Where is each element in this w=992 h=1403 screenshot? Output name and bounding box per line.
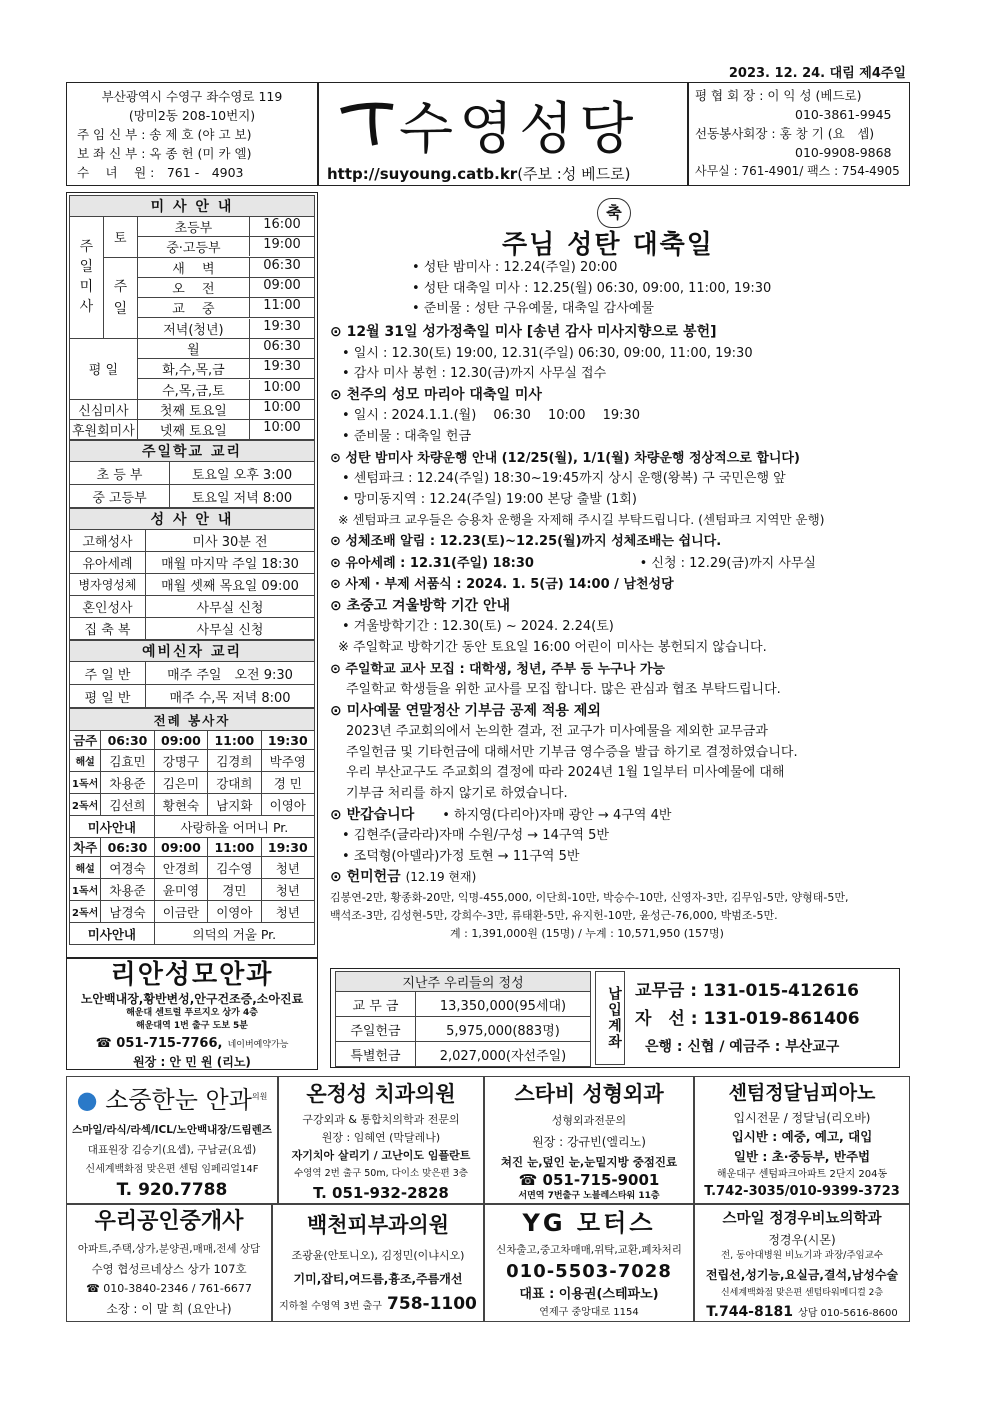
donation-total: 계 : 1,391,000원 (15명) / 누계 : 10,571,950 (157명) [450,927,724,941]
ad-line: 아파트,주택,상가,분양권,매매,전세 상담 [77,1243,261,1255]
main-content [322,192,910,964]
notice-item: 주일학교 학생들을 위한 교사를 모집 합니다. 많은 관심과 협조 부탁드립니다. [346,682,781,698]
ad-phone: T. 051-932-2828 [313,1184,449,1202]
ad-name: 스타비 성형외과 [514,1082,664,1106]
role-label: 2독서 [70,901,101,923]
ad-line: 입시반 : 예중, 예고, 대입 [731,1129,873,1144]
server-name: 윤미영 [154,879,207,901]
notice-heading: ⊙ 천주의 성모 마리아 대축일 미사 [330,386,542,403]
ad-name: 센텀정달님피아노 [728,1082,876,1104]
week-label: 금주 [70,731,101,750]
mass-row: 중·고등부 19:00 [137,237,314,257]
notice-item: • 조덕형(아델라)가정 토현 → 11구역 5반 [342,848,580,864]
server-name: 청년 [261,879,314,901]
ad-line: 대표원장 김승기(요셉), 구남균(요셉) [87,1144,257,1156]
notice-heading: ⊙ 성탄 밤미사 차량운행 안내 (12/25(월), 1/1(월) 차량운행 정상적으로 합니다) [330,450,800,466]
ss-time: 토요일 오후 3:00 [170,462,315,485]
server-name: 김효민 [101,750,154,772]
offering-amount: 13,350,000(95세대) [416,992,591,1017]
mass-row: 월 06:30 [137,338,314,358]
catechumen-table [69,640,315,708]
assistant-pastor: 보 좌 신 부 : 옥 종 헌 (미 카 엘) [77,146,252,161]
main-title: 주님 성탄 대축일 [502,230,714,260]
ad-line: 조광윤(안토니오), 김정민(이냐시오) [291,1249,465,1262]
ad-line: 지하철 수영역 3번 출구 [279,1301,382,1312]
ad-line: 전립선,성기능,요실금,결석,남성수술 [705,1268,899,1282]
notice-item: • 하지영(다리아)자매 광안 → 4구역 4반 [442,807,672,823]
offering-table [335,971,591,1067]
ad-line: 수영역 2번 출구 50m, 다이소 맞은편 3층 [294,1168,468,1179]
ad-lian-eye-clinic [66,958,318,1070]
sacrament-info: 매월 마지막 주일 18:30 [146,552,315,574]
ad-phone: T. 920.7788 [116,1180,228,1200]
notice-heading: ⊙ 헌미헌금 [330,869,401,886]
guide-group: 의덕의 거울 Pr. [154,923,314,945]
notice-item: • 일시 : 12.30(토) 19:00, 12.31(주일) 06:30, 09:00, 11:00, 19:30 [342,345,753,361]
ad-centum-piano [694,1076,910,1204]
ad-baekcheon-dermatology [272,1204,484,1322]
notice-heading: ⊙ 사제 · 부제 서품식 : 2024. 1. 5(금) 14:00 / 남천성당 [330,577,674,593]
sacrament-label: 혼인성사 [70,596,146,618]
logo-box [318,82,688,186]
server-name: 이영아 [261,794,314,816]
notice-heading: ⊙ 반갑습니다 [330,806,415,823]
ad-line: 쳐진 눈,덮인 눈,눈밑지방 중점진료 [500,1155,678,1169]
ad-line: 대표 : 이용권(스테파노) [519,1287,659,1302]
council-president: 평 협 회 장 : 이 익 성 (베드로) [695,88,862,103]
server-name: 청년 [261,857,314,879]
role-label: 2독서 [70,794,101,816]
ad-phone-line [695,1301,909,1322]
account-number: : 131-019-861406 [690,1009,860,1029]
time-col: 06:30 [101,731,154,750]
time-col: 19:30 [261,731,314,750]
sacrament-table [69,508,315,640]
notice-heading: ⊙ 유아세례 : 12.31(주일) 18:30 [330,555,534,571]
ad-phone: ☎ 010-3840-2346 / 761-6677 [86,1282,252,1295]
sacrament-label: 집 축 복 [70,618,146,640]
notice-item: 주일헌금 및 기타헌금에 대해서만 기부금 영수증을 발급 하기로 결정하였습니다. [346,744,798,760]
notice-heading: ⊙ 미사예물 연말정산 기부금 공제 적용 제외 [330,702,601,719]
ad-name: YG 모터스 [522,1209,656,1237]
role-label: 1독서 [70,879,101,901]
time-col: 09:00 [154,731,207,750]
catechumen-label: 주 일 반 [70,662,146,685]
cross-logo-icon [337,89,397,149]
ad-yg-motors [484,1204,694,1322]
ad-line: 기미,잡티,여드름,흉조,주름개선 [293,1272,463,1286]
server-name: 이영아 [208,901,261,923]
notice-item: 2023년 주교회의에서 논의한 결과, 전 교구가 미사예물을 제외한 교무금과 [346,724,768,740]
sat-label: 토 [103,217,137,258]
notice-heading: ⊙ 12월 31일 성가정축일 미사 [송년 감사 미사지향으로 봉헌] [330,324,717,340]
notice-item: ※ 주일학교 방학기간 동안 토요일 16:00 어린이 미사는 봉헌되지 않습니다. [338,639,767,655]
parish-name: 수영성당 [399,97,640,162]
url-text[interactable]: http://suyoung.catb.kr [327,165,518,183]
servers-table [69,708,315,945]
mass-row: 오 전 09:00 [137,277,314,297]
ad-line: 네이버예약가능 [227,1040,289,1050]
notice-item: • 일시 : 2024.1.1.(월) 06:30 10:00 19:30 [342,408,641,424]
ad-line: 일반 : 초·중등부, 반주법 [733,1149,871,1164]
mass-row: 첫째 토요일 10:00 [137,399,314,419]
sacrament-info: 미사 30분 전 [146,530,315,552]
guide-label: 미사안내 [70,816,155,838]
server-name: 남경숙 [101,901,154,923]
notice-heading: ⊙ 주일학교 교사 모집 : 대학생, 청년, 주부 등 누구나 가능 [330,661,665,677]
notice-item: • 센텀파크 : 12.24(주일) 18:30~19:45까지 상시 운행(왕복) 구 국민은행 앞 [342,471,786,487]
ad-line: 입시전문 / 정달님(리오바) [733,1111,871,1125]
ad-phone: ☎ 051-715-7766, [95,1036,223,1051]
server-name: 황현숙 [154,794,207,816]
notice-item: 기부금 처리를 하지 않기로 하였습니다. [346,786,568,802]
ad-line: 원장 : 강규빈(엘리노) [532,1135,646,1149]
server-name: 경 민 [261,772,314,794]
account-number: : 131-015-412616 [690,981,859,1001]
intro-item: • 준비물 : 성탄 구유예물, 대축일 감사예물 [412,301,654,317]
offering-label: 교 무 금 [336,992,416,1017]
notice-item: 우리 부산교구도 주교회의 결정에 따라 2024년 1월 1일부터 미사예물에 대해 [346,765,785,781]
server-name: 김수영 [208,857,261,879]
donor-list: 백석조-3만, 김성현-5만, 강희수-3만, 류태환-5만, 유지헌-10만, 윤성근-76,000, 박범조-5만. [330,909,778,923]
mass-title: 미 사 안 내 [70,196,315,217]
account-label: 교무금 [635,981,685,1001]
catechumen-label: 평 일 반 [70,685,146,708]
intro-list [412,258,771,320]
ad-line: 성형외과전문의 [551,1114,627,1127]
server-name: 경민 [208,879,261,901]
server-name: 이금란 [154,901,207,923]
guide-group: 사랑하올 어머니 Pr. [154,816,314,838]
offering-label: 주일헌금 [336,1017,416,1042]
notice-item: • 신청 : 12.29(금)까지 사무실 [639,555,816,571]
server-name: 남지화 [208,794,261,816]
server-name: 김은미 [154,772,207,794]
guide-label: 미사안내 [70,923,155,945]
sun-label: 주 일 [103,257,137,338]
intro-item: • 성탄 대축일 미사 : 12.25(월) 06:30, 09:00, 11:00, 19:30 [412,280,772,296]
server-name: 박주영 [261,750,314,772]
celebration-badge: 축 [597,198,631,228]
ad-name: 소중한눈 안과 [105,1086,252,1114]
catechumen-time: 매주 주일 오전 9:30 [146,662,315,685]
server-name: 김경희 [208,750,261,772]
ss-time: 토요일 저녁 8:00 [170,485,315,508]
ad-woori-realty [66,1204,272,1322]
ad-line: 구강외과 & 통합치의학과 전문의 [302,1113,460,1126]
server-name: 청년 [261,901,314,923]
ad-line: 정경우(시몬) [768,1233,836,1247]
account-side-label: 납입계좌 [595,971,625,1065]
notice-heading: ⊙ 성체조배 알림 : 12.23(토)~12.25(월)까지 성체조배는 쉽니다. [330,533,722,549]
weekday-label: 평 일 [70,338,138,399]
server-name: 강명구 [154,750,207,772]
notice-item: ※ 센텀파크 교우들은 승용차 운행을 자제해 주시길 부탁드립니다. (센텀파크 지역만 운행) [338,512,825,528]
support-mass: 후원회미사 [70,419,138,439]
ad-name: 스마일 정경우비뇨의학과 [722,1211,882,1227]
ad-line: 노안백내장,황반변성,안구건조증,소아진료 [80,992,304,1006]
ad-line: 소장 : 이 말 희 (요안나) [106,1302,232,1316]
ad-phone: T.744-8181 [706,1304,793,1320]
ad-phone: 010-5503-7028 [506,1261,672,1282]
ad-name: 우리공인중개사 [94,1209,244,1234]
notice-heading-row [330,553,906,575]
council-phone: 010-3861-9945 [795,107,892,122]
mass-row: 화,수,목,금 19:30 [137,359,314,379]
offering-title: 지난주 우리들의 정성 [336,972,591,992]
ad-line: 상담 010-5616-8600 [798,1308,898,1319]
server-name: 차용준 [101,879,154,901]
notice-item: (12.19 현재) [405,870,477,885]
mass-row: 새 벽 06:30 [137,257,314,277]
ss-label: 중 고등부 [70,485,170,508]
ad-line: 전, 동아대병원 비뇨기과 과장/주임교수 [720,1250,884,1261]
ad-line: 서면역 7번출구 노블레스타워 11층 [518,1191,660,1201]
account-label: 자 선 [635,1009,685,1029]
ad-jung-urology [694,1204,910,1322]
address-line2: (망미2동 208-10번지) [128,108,256,123]
offering-label: 특별헌금 [336,1042,416,1067]
ad-line: 스마일/라식/라섹/ICL/노안백내장/드림렌즈 [72,1124,272,1136]
ad-line: 원장 : 임혜연 (막달레나) [321,1131,441,1144]
server-name: 여경숙 [101,857,154,879]
server-name: 차용준 [101,772,154,794]
mass-row: 초등부 16:00 [137,217,314,237]
role-label: 해설 [70,857,101,879]
ad-line: 연제구 중앙대로 1154 [539,1307,639,1318]
sacrament-label: 유아세례 [70,552,146,574]
ad-line: 해운대구 센텀파크아파트 2단지 204동 [716,1169,888,1180]
catechumen-time: 매주 수,목 저녁 8:00 [146,685,315,708]
sacrament-label: 고해성사 [70,530,146,552]
ad-line: 원장 : 안 민 원 (리노) [133,1055,251,1069]
date-line: 2023. 12. 24. 대림 제4주일 [728,66,906,81]
notice-item: • 망미동지역 : 12.24(주일) 19:00 본당 출발 (1회) [342,491,637,507]
ad-line: 신세계백화점 맞은편 센텀 임페리얼14F [85,1164,259,1175]
server-name: 안경희 [154,857,207,879]
parish-address-box [66,82,318,186]
catechumen-title: 예비신자 교리 [70,641,315,662]
notice-item: • 김현주(글라라)자매 수원/구성 → 14구역 5반 [342,828,609,844]
ad-line: 해운대 센트럴 푸르지오 상가 4층 [126,1008,258,1018]
ad-line: 신세계백화점 맞은편 센텀타워메디컬 2층 [720,1288,884,1298]
sacrament-label: 병자영성체 [70,574,146,596]
ad-onjeongsung-dental [278,1076,484,1204]
notice-heading-row [330,805,906,827]
ad-starbi-plastic-surgery [484,1076,694,1204]
ad-line: 신차출고,중고차매매,위탁,교환,폐차처리 [496,1244,682,1256]
notice-heading-row [330,867,906,889]
left-column [66,192,318,958]
time-col: 11:00 [208,731,261,750]
sacrament-info: 사무실 신청 [146,618,315,640]
offering-amount: 2,027,000(자선주일) [416,1042,591,1067]
notice-item: • 감사 미사 봉헌 : 12.30(금)까지 사무실 접수 [342,366,607,382]
ad-phone: T.742-3035/010-9399-3723 [704,1184,900,1199]
ad-tag: 의원 [251,1092,268,1101]
donor-list: 김봉연-2만, 황종화-20만, 익명-455,000, 이단희-10만, 박승수-10만, 신영자-3만, 김무임-5만, 양형태-5만, [330,891,849,905]
pastor: 주 임 신 부 : 송 제 호 (야 고 보) [77,127,252,142]
mass-row: 수,목,금,토 10:00 [137,379,314,399]
ad-title-row [67,1077,277,1120]
ad-phone-line [67,1033,317,1054]
server-name: 강대희 [208,772,261,794]
officers-box [688,82,910,186]
ad-phone: 758-1100 [387,1294,477,1314]
ad-phone-line [273,1291,483,1320]
sacrament-title: 성 사 안 내 [70,509,315,530]
server-name: 김선희 [101,794,154,816]
ad-phone: ☎ 051-715-9001 [518,1171,660,1189]
parish-url [327,163,630,184]
ss-label: 초 등 부 [70,462,170,485]
bank-info: 은행 : 신협 / 예금주 : 부산교구 [645,1039,840,1055]
role-label: 해설 [70,750,101,772]
offering-amount: 5,975,000(883명) [416,1017,591,1042]
mass-row: 교 중 11:00 [137,298,314,318]
time-col: 11:00 [208,838,261,857]
devotion-mass: 신심미사 [70,399,138,419]
intro-item: • 성탄 밤미사 : 12.24(주일) 20:00 [412,260,618,275]
mass-row: 저녁(청년) 19:30 [137,318,314,338]
ad-name: 백천피부과의원 [306,1213,449,1237]
role-label: 1독서 [70,772,101,794]
servers-title: 전례 봉사자 [70,709,315,731]
notice-item: • 준비물 : 대축일 헌금 [342,428,472,444]
week-label: 차주 [70,838,101,857]
mission-phone: 010-9908-9868 [795,145,892,160]
jooil-label: 주 일 미 사 [70,217,104,339]
notice-item: • 겨울방학기간 : 12.30(토) ~ 2024. 2.24(토) [342,619,614,635]
notice-heading: ⊙ 초중고 겨울방학 기간 안내 [330,597,510,614]
ad-name: 온정성 치과의원 [306,1082,456,1106]
office-phone: 사무실 : 761-4901/ 팩스 : 754-4905 [695,164,900,178]
mass-schedule-table [69,195,315,440]
ad-line: 해운대역 1번 출구 도보 5분 [136,1021,248,1031]
ad-line: 자기치아 살리기 / 고난이도 임플란트 [291,1149,471,1162]
patron-text: (주보 :성 베드로) [517,165,631,183]
mass-row: 넷째 토요일 10:00 [137,419,314,439]
time-col: 06:30 [101,838,154,857]
drop-icon: ● [76,1086,98,1114]
sacrament-info: 사무실 신청 [146,596,315,618]
mission-president: 선동봉사회장 : 홍 창 기 (요 셉) [695,126,875,141]
address-line: 부산광역시 수영구 좌수영로 119 [101,89,283,104]
notice-list [330,322,906,943]
offering-box [330,968,900,1068]
sacrament-info: 매월 셋째 목요일 09:00 [146,574,315,596]
convent-phone: 수 녀 원 : 761 - 4903 [77,165,244,180]
account-info [635,977,895,1061]
sunday-school-table [69,440,315,508]
time-col: 19:30 [261,838,314,857]
time-col: 09:00 [154,838,207,857]
sunday-school-title: 주일학교 교리 [70,441,315,462]
ad-sojunghan-eye [66,1076,278,1204]
ad-line: 수영 협성르네상스 상가 107호 [91,1262,247,1276]
ad-name: 리안성모안과 [110,960,274,990]
